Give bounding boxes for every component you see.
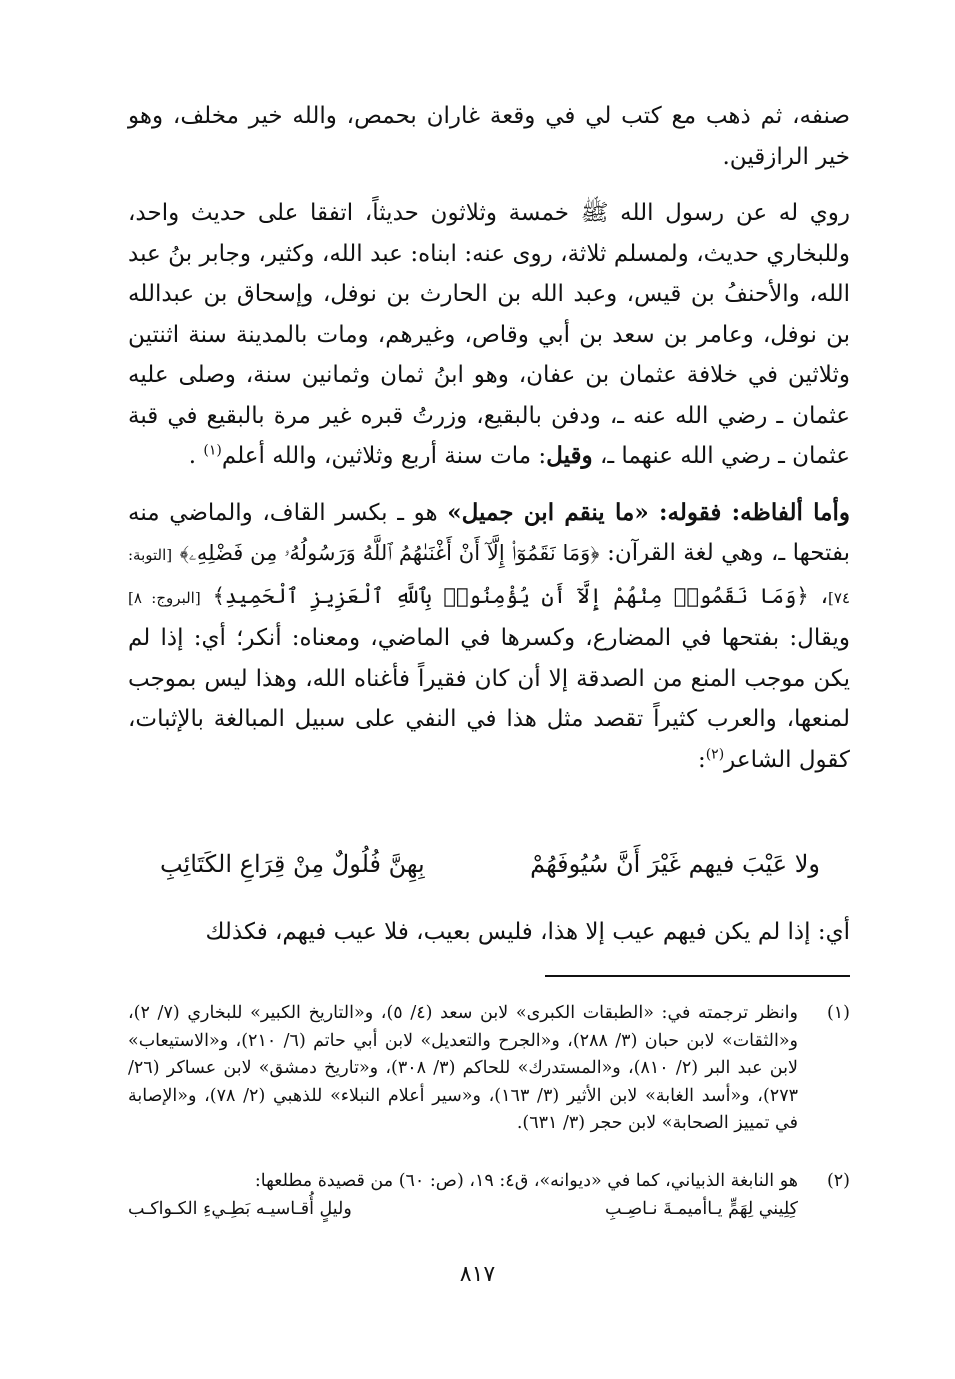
quran-verse-2: ﴿وَمَا نَقَمُوا۟ مِنْهُمْ إِلَّآ أَن يُؤْمِنُوا۟ بِٱللَّهِ ٱلْعَزِيزِ ٱلْحَمِيدِ﴾ (212, 583, 809, 608)
footnote-1-number: (١) (826, 1003, 850, 1023)
verse-hemistich-1: ولا عَيْبَ فيهم غَيْرَ أَنَّ سُيُوفَهُمْ (530, 850, 820, 878)
paragraph-3-a: هو ـ بكسر القاف، والماضي منه بفتحها ـ، وهي لغة القرآن: (128, 499, 851, 566)
footnote-2-text: هو النابغة الذبياني، كما في «ديوانه»، ق٤: ١٩، (ص: ٦٠) من قصيدة مطلعها: (254, 1171, 798, 1191)
quran-citation-2: [البروج: ٨] (128, 588, 201, 607)
footnote-ref-2[interactable]: (٢) (705, 745, 725, 762)
quran-citation-1: [التوبة: ٧٤] (128, 546, 851, 607)
footnote-verse-hemistich-1: كِلِيني لِهَمٍّ يـاأميمـةَ نـاصِـبِ (605, 1198, 798, 1219)
verse-hemistich-2: بِهِنَّ فُلُولٌ مِنْ قِرَاعِ الكَتَائِبِ (160, 850, 425, 878)
footnote-2-number: (٢) (826, 1171, 850, 1191)
lemma-heading: وأما ألفاظه: فقوله: «ما ينقم ابن جميل» (447, 498, 850, 526)
paragraph-2-text: روي له عن رسول الله ﷺ خمسة وثلاثون حديثاً، اتفقا على حديث واحد، وللبخاري حديث، ولمسلم ثلاثة، روى عنه: ابناه: عبد الله، وكثير، وجابر بنُ عبد الله، والأحنفُ بن قيس، وعبد الله بن الحارث بن نوفل، وإسحاق بن عبدالله بن نوفل، وعامر بن سعد بن أبي وقاص، وغيرهم، ومات بالمدينة سنة اثنتين وثلاثين في خلافة عثمان بن عفان، وهو ابنُ ثمان وثمانين سنة، وصلى عليه عثمان ـ رضي الله عنه ـ، ودفن بالبقيع، وزرتُ قبره غير مرة بالبقيع في قبة عثمان ـ رضي الله عنهما ـ، (128, 200, 850, 469)
paragraph-2-end: : مات سنة أربع وثلاثين، والله أعلم (221, 443, 547, 469)
footnote-divider (545, 975, 850, 977)
paragraph-3: وأما ألفاظه: فقوله: «ما ينقم ابن جميل» هو ـ بكسر القاف، والماضي منه بفتحها ـ، وهي لغة القرآن: ﴿وَمَا نَقَمُوٓا۟ إِلَّآ أَنْ أَغْنَىٰهُمُ ٱللَّهُ وَرَسُولُهُۥ مِن فَضْلِهِۦ﴾ [التوبة: ٧٤]، ﴿وَمَا نَقَمُوا۟ مِنْهُمْ إِلَّآ أَن يُؤْمِنُوا۟ بِٱللَّهِ ٱلْعَزِيزِ ٱلْحَمِيدِ﴾ [البروج: ٨] ويقال: بفتحها في المضارع، وكسرها في الماضي، ومعناه: أنكر؛ أي: إذا لم يكن موجب المنع من الصدقة إلا أن كان فقيراً فأغناه الله، وهذا ليس بموجب لمنعها، والعرب كثيراً تقصد مثل هذا في النفي على سبيل المبالغة بالإثبات، كقول الشاعر$^{(٢)}$: (128, 498, 851, 773)
footnote-ref-1[interactable]: (١) (203, 442, 222, 459)
colon: : (697, 746, 706, 773)
qila-label: وقيل (546, 442, 593, 469)
quran-verse-1: ﴿وَمَا نَقَمُوٓا۟ إِلَّآ أَنْ أَغْنَىٰهُمُ ٱللَّهُ وَرَسُولُهُۥ مِن فَضْلِهِۦ﴾ (179, 541, 600, 565)
footnote-verse-hemistich-2: وليلٍ أُقـاسيـه بَطِـيءِ الكـواكـب (128, 1198, 352, 1219)
paragraph-1-text: صنفه، ثم ذهب مع كتب لي في وقعة غاران بحمص، والله خير مخلف، وهو خير الرازقين. (128, 103, 850, 170)
page-number: ٨١٧ (459, 1262, 496, 1287)
footnote-2-verse (128, 1196, 798, 1224)
paragraph-3-b: ويقال: بفتحها في المضارع، وكسرها في الماضي، ومعناه: أنكر؛ أي: إذا لم يكن موجب المنع من الصدقة إلا أن كان فقيراً فأغناه الله، وهذا ليس بموجب لمنعها، والعرب كثيراً تقصد مثل هذا في النفي على سبيل المبالغة بالإثبات، كقول الشاعر (128, 625, 850, 773)
poem-verse (160, 850, 820, 890)
footnote-1-text: وانظر ترجمته في: «الطبقات الكبرى» لابن سعد (٤/ ٥)، و«التاريخ الكبير» للبخاري (٧/ ٢)، و«الثقات» لابن حبان (٣/ ٢٨٨)، و«الجرح والتعديل» لابن أبي حاتم (٦/ ٢١٠)، و«الاستيعاب» لابن عبد البر (٢/ ٨١٠)، و«المستدرك» للحاكم (٣/ ٣٠٨)، و«تاريخ دمشق» لابن عساكر (٢٦/ ٢٧٣)، و«أسد الغابة» لابن الأثير (٣/ ١٦٣)، و«سير أعلام النبلاء» للذهبي (٢/ ٧٨)، و«الإصابة في تمييز الصحابة» لابن حجر (٣/ ٦٣١). (128, 1003, 798, 1133)
main-text (128, 96, 850, 796)
paragraph-1 (128, 96, 850, 177)
paragraph-2: روي له عن رسول الله ﷺ خمسة وثلاثون حديثاً، اتفقا على حديث واحد، وللبخاري حديث، ولمسلم ثلاثة، روى عنه: ابناه: عبد الله، وكثير، وجابر بنُ عبد الله، والأحنفُ بن قيس، وعبد الله بن الحارث بن نوفل، وإسحاق بن عبدالله بن نوفل، وعامر بن سعد بن أبي وقاص، وغيرهم، ومات بالمدينة سنة اثنتين وثلاثين في خلافة عثمان بن عفان، وهو ابنُ ثمان وثمانين سنة، وصلى عليه عثمان ـ رضي الله عنه ـ، ودفن بالبقيع، وزرتُ قبره غير مرة بالبقيع في قبة عثمان ـ رضي الله عنهما ـ، وقيل: مات سنة أربع وثلاثين، والله أعلم$^{(١)}$ . (128, 200, 850, 469)
footnote-1 (128, 1000, 850, 1138)
footnote-2 (128, 1168, 850, 1224)
after-verse-text: أي: إذا لم يكن فيهم عيب إلا هذا، فليس بعيب، فلا عيب فيهم، فكذلك (205, 919, 850, 945)
